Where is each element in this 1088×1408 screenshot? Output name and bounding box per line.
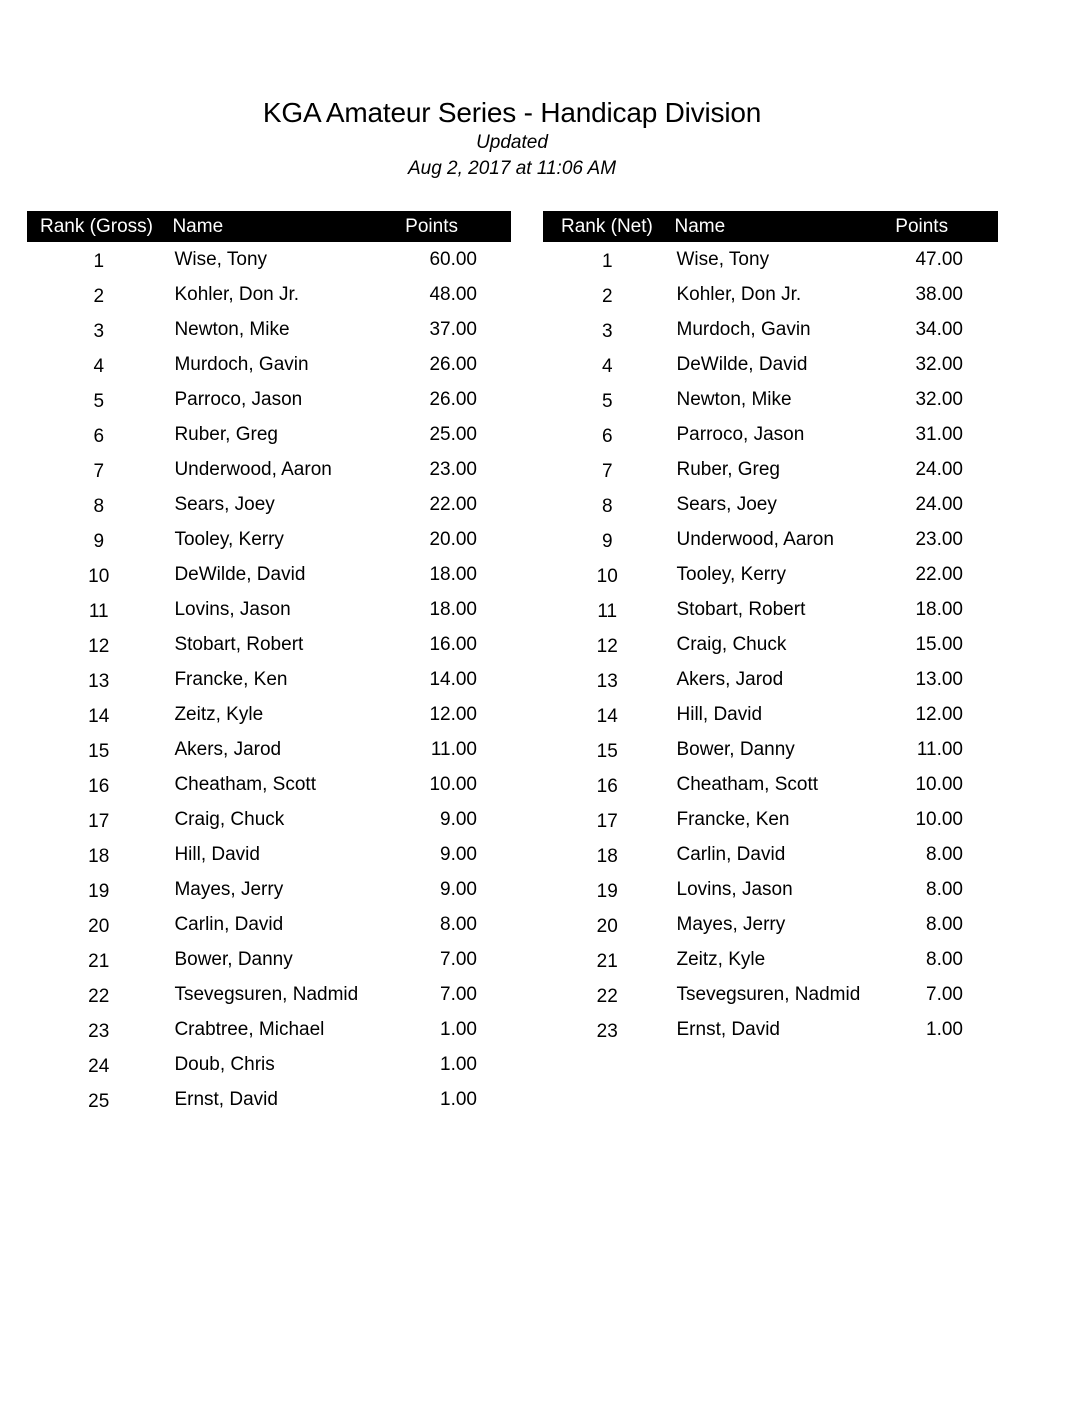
net-table-row [543, 242, 998, 277]
net-points-cell: 12.00 [915, 703, 963, 725]
net-points-cell: 18.00 [915, 598, 963, 620]
net-rank-cell: 3 [601, 320, 613, 342]
gross-points-cell: 14.00 [429, 668, 477, 690]
gross-points-cell: 23.00 [429, 458, 477, 480]
net-points-cell: 10.00 [915, 773, 963, 795]
gross-rank-cell: 13 [88, 670, 110, 692]
net-rank-cell: 16 [596, 775, 618, 797]
gross-name-cell: Carlin, David [174, 913, 284, 935]
gross-points-cell: 26.00 [429, 353, 477, 375]
net-points-cell: 34.00 [915, 318, 963, 340]
gross-rank-cell: 17 [88, 810, 110, 832]
gross-points-cell: 37.00 [429, 318, 477, 340]
gross-table-row [27, 592, 511, 627]
net-rank-header: Rank (Net) [543, 211, 675, 242]
gross-points-cell: 1.00 [440, 1088, 477, 1110]
net-rank-cell: 7 [601, 460, 613, 482]
gross-rank-cell: 8 [93, 495, 105, 517]
gross-name-cell: Hill, David [174, 843, 260, 865]
net-points-cell: 24.00 [915, 493, 963, 515]
gross-table-row [27, 1012, 511, 1047]
net-name-cell: Bower, Danny [676, 738, 795, 760]
gross-rank-cell: 19 [88, 880, 110, 902]
net-points-cell: 38.00 [915, 283, 963, 305]
net-table-row [543, 312, 998, 347]
net-points-cell: 31.00 [915, 423, 963, 445]
net-name-cell: Craig, Chuck [676, 633, 787, 655]
gross-rank-cell: 23 [88, 1020, 110, 1042]
net-rank-cell: 17 [596, 810, 618, 832]
net-table-row [543, 662, 998, 697]
gross-rank-cell: 1 [93, 250, 105, 272]
net-header-row [543, 211, 998, 242]
gross-points-cell: 10.00 [429, 773, 477, 795]
gross-table-row [27, 487, 511, 522]
net-rank-cell: 18 [596, 845, 618, 867]
net-table-row [543, 417, 998, 452]
gross-table-row [27, 277, 511, 312]
net-points-cell: 7.00 [926, 983, 963, 1005]
net-table-row [543, 452, 998, 487]
net-rank-cell: 6 [601, 425, 613, 447]
gross-table-row [27, 767, 511, 802]
gross-name-cell: Bower, Danny [174, 948, 293, 970]
gross-name-cell: Craig, Chuck [174, 808, 285, 830]
gross-rank-cell: 14 [88, 705, 110, 727]
net-rank-cell: 13 [596, 670, 618, 692]
gross-rank-header: Rank (Gross) [27, 211, 172, 242]
net-points-cell: 32.00 [915, 353, 963, 375]
net-name-cell: Zeitz, Kyle [676, 948, 766, 970]
gross-name-cell: Cheatham, Scott [174, 773, 316, 795]
gross-name-cell: Underwood, Aaron [174, 458, 332, 480]
net-table-row [543, 627, 998, 662]
net-name-cell: Ernst, David [676, 1018, 780, 1040]
net-points-cell: 24.00 [915, 458, 963, 480]
net-name-cell: Francke, Ken [676, 808, 790, 830]
gross-points-cell: 11.00 [430, 738, 477, 760]
net-name-cell: Cheatham, Scott [676, 773, 819, 795]
net-points-cell: 23.00 [915, 528, 963, 550]
gross-table-row [27, 942, 511, 977]
gross-name-cell: Zeitz, Kyle [174, 703, 264, 725]
gross-header-row [27, 211, 511, 242]
net-table-row [543, 767, 998, 802]
net-points-cell: 10.00 [915, 808, 963, 830]
net-table-row [543, 382, 998, 417]
gross-table-row [27, 697, 511, 732]
net-points-cell: 11.00 [916, 738, 963, 760]
gross-points-cell: 1.00 [440, 1018, 477, 1040]
net-rank-cell: 1 [601, 250, 613, 272]
gross-table-row [27, 872, 511, 907]
net-rank-cell: 8 [601, 495, 613, 517]
net-points-cell: 8.00 [926, 878, 963, 900]
gross-rank-cell: 10 [88, 565, 110, 587]
gross-name-cell: DeWilde, David [174, 563, 306, 585]
gross-name-cell: Tsevegsuren, Nadmid [174, 983, 359, 1005]
net-table-body [543, 242, 998, 1047]
gross-rank-cell: 24 [88, 1055, 110, 1077]
gross-name-cell: Mayes, Jerry [174, 878, 284, 900]
net-name-cell: Wise, Tony [676, 248, 770, 270]
gross-table-row [27, 662, 511, 697]
gross-name-cell: Parroco, Jason [174, 388, 303, 410]
gross-name-cell: Ernst, David [174, 1088, 278, 1110]
net-name-cell: Hill, David [676, 703, 763, 725]
gross-rank-cell: 22 [88, 985, 110, 1007]
gross-points-cell: 8.00 [440, 913, 477, 935]
net-points-cell: 8.00 [926, 843, 963, 865]
net-name-cell: Parroco, Jason [676, 423, 805, 445]
gross-table-row [27, 242, 511, 277]
gross-name-cell: Tooley, Kerry [174, 528, 284, 550]
gross-rank-cell: 6 [93, 425, 105, 447]
gross-table-row [27, 312, 511, 347]
net-rank-cell: 21 [596, 950, 618, 972]
gross-table-row [27, 347, 511, 382]
net-rank-cell: 14 [596, 705, 618, 727]
net-name-cell: Carlin, David [676, 843, 786, 865]
document-header [0, 96, 1024, 182]
net-table-row [543, 347, 998, 382]
net-table-row [543, 557, 998, 592]
net-points-cell: 15.00 [915, 633, 963, 655]
gross-table-row [27, 907, 511, 942]
gross-name-cell: Ruber, Greg [174, 423, 278, 445]
gross-table-row [27, 452, 511, 487]
net-rank-cell: 5 [601, 390, 613, 412]
net-name-cell: Kohler, Don Jr. [676, 283, 802, 305]
net-table-row [543, 592, 998, 627]
net-points-cell: 32.00 [915, 388, 963, 410]
gross-name-cell: Akers, Jarod [174, 738, 282, 760]
net-points-cell: 47.00 [915, 248, 963, 270]
net-table-row [543, 1012, 998, 1047]
gross-rank-cell: 16 [88, 775, 110, 797]
gross-table-row [27, 417, 511, 452]
gross-points-cell: 16.00 [429, 633, 477, 655]
net-points-cell: 8.00 [926, 948, 963, 970]
net-name-header: Name [675, 211, 892, 242]
gross-rank-cell: 12 [88, 635, 110, 657]
net-standings-table [543, 211, 998, 1047]
gross-points-cell: 22.00 [429, 493, 477, 515]
net-points-cell: 8.00 [926, 913, 963, 935]
gross-rank-cell: 11 [88, 600, 109, 622]
document-title: KGA Amateur Series - Handicap Division [262, 97, 762, 128]
gross-points-cell: 9.00 [440, 843, 477, 865]
gross-points-cell: 7.00 [440, 983, 477, 1005]
net-name-cell: Mayes, Jerry [676, 913, 786, 935]
net-rank-cell: 9 [601, 530, 613, 552]
gross-table-row [27, 732, 511, 767]
net-rank-cell: 12 [596, 635, 618, 657]
net-name-cell: Akers, Jarod [676, 668, 784, 690]
gross-points-cell: 1.00 [440, 1053, 477, 1075]
net-rank-cell: 22 [596, 985, 618, 1007]
gross-points-cell: 25.00 [429, 423, 477, 445]
gross-rank-cell: 18 [88, 845, 110, 867]
gross-name-cell: Sears, Joey [174, 493, 275, 515]
net-name-cell: Murdoch, Gavin [676, 318, 811, 340]
net-name-cell: Tooley, Kerry [676, 563, 786, 585]
net-points-cell: 22.00 [915, 563, 963, 585]
net-rank-cell: 10 [596, 565, 618, 587]
gross-rank-cell: 25 [88, 1090, 110, 1112]
net-table-row [543, 487, 998, 522]
net-name-cell: Ruber, Greg [676, 458, 780, 480]
gross-rank-cell: 5 [93, 390, 105, 412]
gross-points-cell: 12.00 [429, 703, 477, 725]
net-rank-cell: 11 [597, 600, 618, 622]
gross-name-header: Name [172, 211, 403, 242]
net-name-cell: Stobart, Robert [676, 598, 806, 620]
gross-points-cell: 9.00 [440, 808, 477, 830]
gross-name-cell: Murdoch, Gavin [174, 353, 309, 375]
gross-table-row [27, 1047, 511, 1082]
gross-table-row [27, 977, 511, 1012]
net-table-row [543, 977, 998, 1012]
net-points-cell: 13.00 [915, 668, 963, 690]
gross-standings-table [27, 211, 511, 1117]
gross-rank-cell: 7 [93, 460, 105, 482]
net-table-row [543, 732, 998, 767]
updated-label: Updated [476, 132, 548, 153]
updated-timestamp: Aug 2, 2017 at 11:06 AM [407, 158, 617, 179]
gross-name-cell: Doub, Chris [174, 1053, 275, 1075]
gross-rank-cell: 15 [88, 740, 110, 762]
net-table-row [543, 277, 998, 312]
gross-table-body [27, 242, 511, 1117]
net-name-cell: DeWilde, David [676, 353, 808, 375]
net-name-cell: Tsevegsuren, Nadmid [676, 983, 861, 1005]
net-name-cell: Sears, Joey [676, 493, 777, 515]
gross-table-row [27, 802, 511, 837]
net-table-row [543, 872, 998, 907]
gross-points-cell: 60.00 [429, 248, 477, 270]
gross-name-cell: Kohler, Don Jr. [174, 283, 300, 305]
net-rank-cell: 4 [601, 355, 613, 377]
gross-rank-cell: 3 [93, 320, 105, 342]
gross-points-cell: 7.00 [440, 948, 477, 970]
gross-points-cell: 26.00 [429, 388, 477, 410]
gross-rank-cell: 4 [93, 355, 105, 377]
gross-table-row [27, 522, 511, 557]
gross-table-row [27, 837, 511, 872]
gross-table-row [27, 1082, 511, 1117]
net-rank-cell: 15 [596, 740, 618, 762]
gross-table-row [27, 382, 511, 417]
net-table-row [543, 522, 998, 557]
gross-points-cell: 9.00 [440, 878, 477, 900]
net-name-cell: Lovins, Jason [676, 878, 793, 900]
gross-name-cell: Stobart, Robert [174, 633, 304, 655]
gross-table-row [27, 627, 511, 662]
gross-points-cell: 18.00 [429, 563, 477, 585]
net-name-cell: Newton, Mike [676, 388, 792, 410]
gross-name-cell: Crabtree, Michael [174, 1018, 325, 1040]
net-table-row [543, 907, 998, 942]
gross-points-header: Points [403, 211, 511, 242]
net-rank-cell: 19 [596, 880, 618, 902]
gross-points-cell: 48.00 [429, 283, 477, 305]
gross-points-cell: 20.00 [429, 528, 477, 550]
gross-rank-cell: 20 [88, 915, 110, 937]
gross-points-cell: 18.00 [429, 598, 477, 620]
gross-rank-cell: 9 [93, 530, 105, 552]
net-rank-cell: 23 [596, 1020, 618, 1042]
net-points-header: Points [891, 211, 998, 242]
gross-name-cell: Lovins, Jason [174, 598, 291, 620]
net-name-cell: Underwood, Aaron [676, 528, 834, 550]
gross-name-cell: Newton, Mike [174, 318, 290, 340]
gross-name-cell: Francke, Ken [174, 668, 288, 690]
net-rank-cell: 2 [601, 285, 613, 307]
gross-rank-cell: 2 [93, 285, 105, 307]
gross-table-row [27, 557, 511, 592]
gross-name-cell: Wise, Tony [174, 248, 268, 270]
net-table-row [543, 942, 998, 977]
net-rank-cell: 20 [596, 915, 618, 937]
net-table-row [543, 837, 998, 872]
gross-rank-cell: 21 [88, 950, 110, 972]
net-table-row [543, 697, 998, 732]
net-table-row [543, 802, 998, 837]
net-points-cell: 1.00 [926, 1018, 963, 1040]
